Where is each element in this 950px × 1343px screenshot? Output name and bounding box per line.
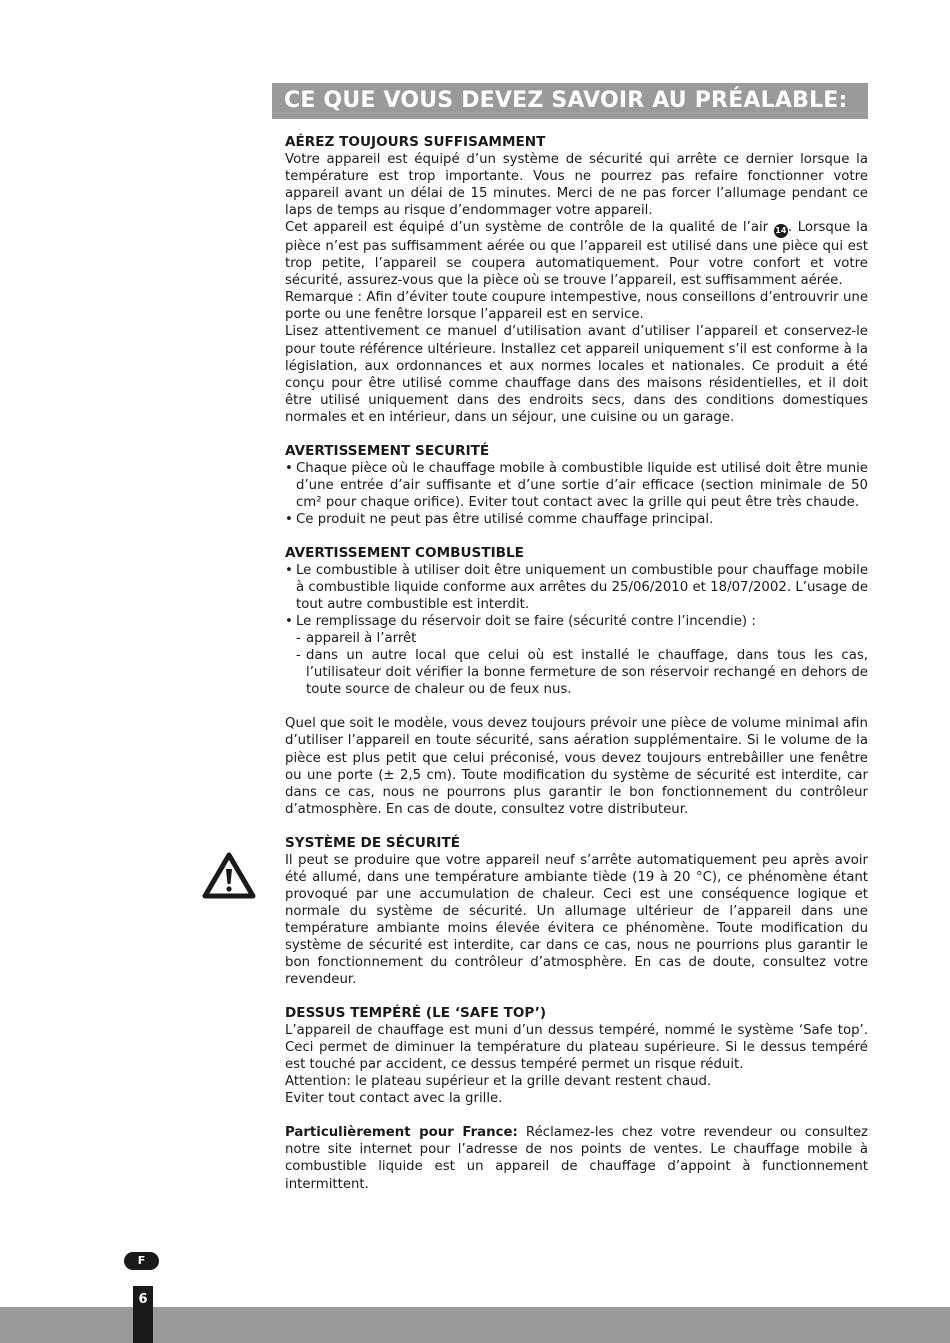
paragraph [285, 1124, 868, 1192]
bullet-list [285, 460, 868, 528]
section-heading: AVERTISSEMENT SECURITÉ [285, 442, 490, 459]
warning-triangle-icon [202, 852, 256, 900]
language-badge: F [124, 1252, 159, 1270]
section-heading: AVERTISSEMENT COMBUSTIBLE [285, 544, 524, 561]
section-safetop [285, 1005, 868, 1107]
section-heading: DESSUS TEMPÉRÉ (LE ‘SAFE TOP’) [285, 1005, 547, 1022]
paragraph-text: . Lorsque la pièce n’est pas suffisamment aérée ou que l’appareil est utilisé dans une pièce qui est trop petite, l’appareil se coupera automatiquement. Pour votre confort et votre sécurité, assurez-vous que la pièce où se trouve l’appareil, est suffisamment aérée. [285, 220, 868, 289]
paragraph-label: Particulièrement pour France: [285, 1125, 518, 1141]
list-item: • Chaque pièce où le chauffage mobile à combustible liquide est utilisé doit être munie d’une entrée d’air suffisante et d’une sortie d’air efficace (section minimale de 50 cm² pour chaque orifice). Eviter tout contact avec la grille qui peut être très chaude. [285, 460, 868, 511]
paragraph: Eviter tout contact avec la grille. [285, 1091, 503, 1107]
paragraph-text: Cet appareil est équipé d’un système de contrôle de la qualité de l’air [285, 220, 774, 236]
paragraph: Lisez attentivement ce manuel d’utilisation avant d’utiliser l’appareil et conservez-le pour toute référence ultérieure. Installez cet appareil uniquement s’il est conforme à la législation, aux ordonnances et aux normes locales et nationales. Ce produit a été conçu pour être utilisé comme chauffage dans des maisons résidentielles, et il doit être utilisé uniquement dans des endroits secs, dans des conditions domestiques normales et en intérieur, dans un séjour, une cuisine ou un garage. [285, 324, 868, 425]
section-heading: AÉREZ TOUJOURS SUFFISAMMENT [285, 134, 546, 150]
paragraph [285, 219, 868, 289]
paragraph: Votre appareil est équipé d’un système de sécurité qui arrête ce dernier lorsque la température est trop importante. Vous ne pourrez pas refaire fonctionner votre appareil avant un délai de 15 minutes. Merci de ne pas forcer l’allumage pendant ce laps de temps au risque d’endommager votre appareil. [285, 152, 868, 219]
paragraph: Quel que soit le modèle, vous devez toujours prévoir une pièce de volume minimal afin d’utiliser l’appareil en toute sécurité, sans aération supplémentaire. Si le volume de la pièce est plus petit que celui préconisé, vous devez toujours entrebâiller une fenêtre ou une porte (± 2,5 cm). Toute modification du système de sécurité est interdite, car dans ce cas, nous ne pourrons plus garantir le bon fonctionnement du contrôleur d’atmosphère. En cas de doute, consultez votre distributeur. [285, 716, 868, 817]
list-item: - dans un autre local que celui où est installé le chauffage, dans tous les cas, l’utilisateur doit vérifier la bonne fermeture de son réservoir rechangé en dehors de toute source de chaleur ou de feux nus. [285, 647, 868, 698]
list-item [285, 613, 868, 698]
page-title: CE QUE VOUS DEVEZ SAVOIR AU PRÉALABLE: [272, 83, 868, 119]
paragraph: Attention: le plateau supérieur et la grille devant restent chaud. [285, 1074, 712, 1090]
section-securite [285, 443, 868, 528]
list-item: • Le combustible à utiliser doit être uniquement un combustible pour chauffage mobile à combustible liquide conforme aux arrêtes du 25/06/2010 et 18/07/2002. L’usage de tout autre combustible est interdit. [285, 562, 868, 613]
paragraph: L’appareil de chauffage est muni d’un dessus tempéré, nommé le système ‘Safe top’. Ceci permet de diminuer la température du plateau supérieure. Si le dessus tempéré est touché par accident, ce dessus tempéré permet un risque réduit. [285, 1023, 868, 1073]
list-item-text: Le remplissage du réservoir doit se faire (sécurité contre l’incendie) : [296, 614, 756, 630]
paragraph-text: Réclamez-les chez votre revendeur ou consultez notre site internet pour l’adresse de nos points de ventes. Le chauffage mobile à combustible liquide est un appareil de chauffage d’appoint à functionnement intermittent. [285, 1125, 868, 1192]
main-content [285, 134, 868, 1193]
page-number: 6 [133, 1286, 153, 1343]
section-france [285, 1124, 868, 1192]
section-heading: SYSTÈME DE SÉCURITÉ [285, 834, 461, 851]
paragraph: Il peut se produire que votre appareil neuf s’arrête automatiquement peu après avoir été allumé, dans une température ambiante tiède (19 à 20 °C), ce phénomène étant provoqué par une accumulation de chaleur. Ceci est une conséquence logique et normale du système de sécurité. Un allumage ultérieur de l’appareil dans une température ambiante moins élevée évitera ce phénomène. Toute modification du système de sécurité est interdite, car dans ce cas, nous ne pourrions plus garantir le bon fonctionnement du contrôleur d’atmosphère. En cas de doute, consultez votre revendeur. [285, 852, 868, 988]
paragraph: Remarque : Afin d’éviter toute coupure intempestive, nous conseillons d’entrouvrir une porte ou une fenêtre lorsque l’appareil est en service. [285, 290, 868, 323]
dash-list [285, 630, 868, 698]
bullet-list [285, 562, 868, 698]
reference-number-badge: 14 [774, 224, 788, 238]
section-systeme [285, 835, 868, 988]
list-item: - appareil à l’arrêt [285, 630, 868, 647]
section-combustible [285, 545, 868, 698]
section-volume [285, 715, 868, 817]
list-item: • Ce produit ne peut pas être utilisé comme chauffage principal. [285, 511, 868, 528]
section-aeration [285, 134, 868, 426]
